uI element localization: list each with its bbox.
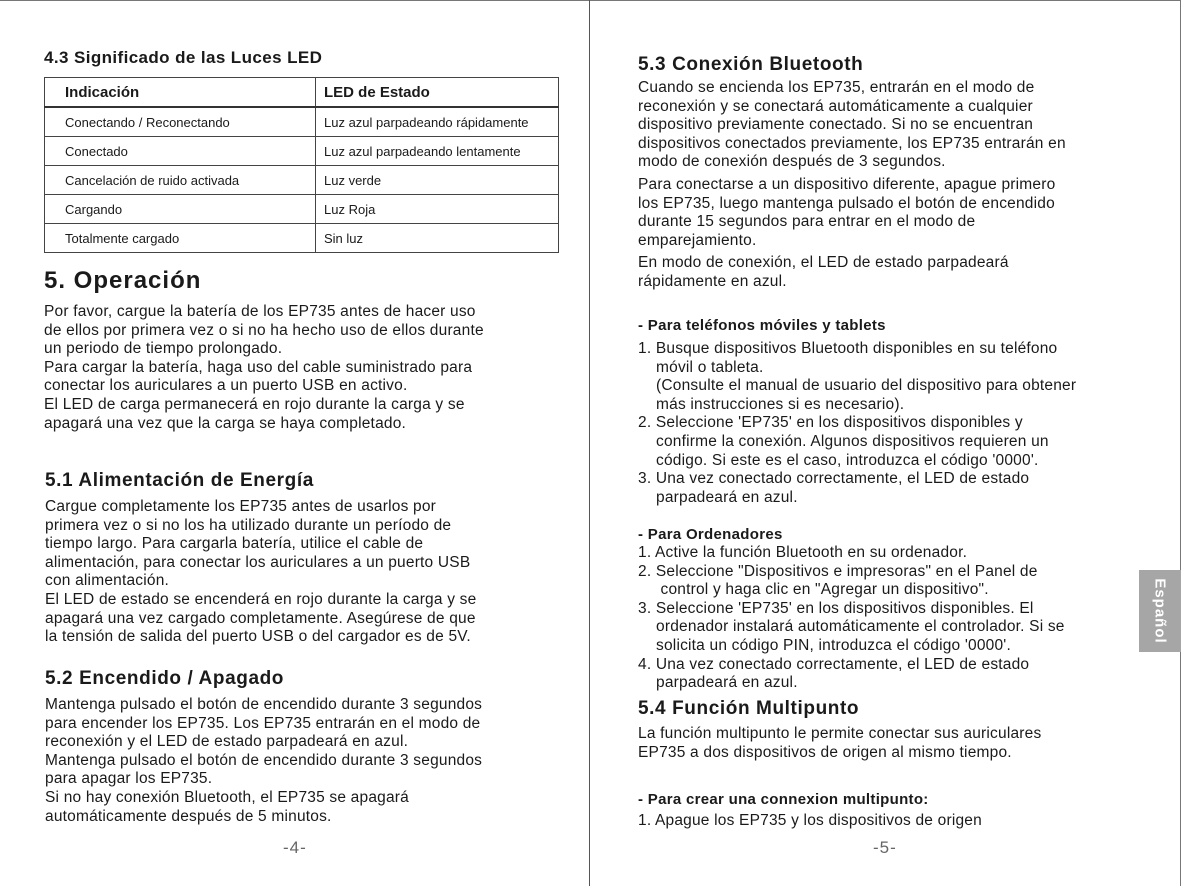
- text-line: código. Si este es el caso, introduzca el código '0000'.: [638, 451, 1039, 469]
- text-line: Si no hay conexión Bluetooth, el EP735 se apagará: [45, 788, 409, 806]
- operation-text: [44, 303, 484, 433]
- text-line: para apagar los EP735.: [45, 770, 213, 788]
- header-led-status: LED de Estado: [316, 78, 559, 108]
- on-off-title: 5.2 Encendido / Apagado: [45, 668, 285, 689]
- text-line: 1. Active la función Bluetooth en su ordenador.: [638, 544, 968, 561]
- led-meaning-title: 4.3 Significado de las Luces LED: [44, 48, 323, 67]
- text-line: 4. Una vez conectado correctamente, el LED de estado: [638, 655, 1030, 673]
- power-supply-title: 5.1 Alimentación de Energía: [45, 470, 314, 491]
- text-line: tiempo largo. Para cargarla batería, utilice el cable de: [45, 535, 424, 553]
- text-line: 3. Una vez conectado correctamente, el LED de estado: [638, 470, 1030, 488]
- text-line: apagará una vez cargado completamente. Asegúrese de que: [45, 609, 476, 627]
- indication-cell: Totalmente cargado: [45, 224, 316, 253]
- led-table-header: [45, 78, 559, 108]
- multipoint-text: [638, 725, 1041, 762]
- text-line: primera vez o si no los ha utilizado durante un período de: [45, 516, 452, 534]
- text-line: EP735 a dos dispositivos de origen al mismo tiempo.: [638, 743, 1012, 761]
- text-line: 2. Seleccione "Dispositivos e impresoras" en el Panel de: [638, 562, 1038, 580]
- page-number: -5-: [873, 838, 897, 857]
- multipoint-subtitle: - Para crear una connexion multipunto:: [638, 791, 929, 808]
- bluetooth-paragraph-2: [638, 176, 1055, 250]
- text-line: Cuando se encienda los EP735, entrarán en el modo de: [638, 79, 1035, 96]
- text-line: solicita un código PIN, introduzca el código '0000'.: [638, 636, 1011, 654]
- table-row: [45, 195, 559, 224]
- text-line: Mantenga pulsado el botón de encendido durante 3 segundos: [45, 696, 483, 713]
- on-off-text: [45, 696, 482, 826]
- text-line: automáticamente después de 5 minutos.: [45, 807, 332, 825]
- text-line: El LED de carga permanecerá en rojo durante la carga y se: [44, 395, 465, 413]
- right-page: [590, 0, 1181, 886]
- text-line: confirme la conexión. Algunos dispositivos requieren un: [638, 432, 1049, 450]
- text-line: Mantenga pulsado el botón de encendido durante 3 segundos: [45, 751, 483, 769]
- text-line: 2. Seleccione 'EP735' en los dispositivos disponibles y: [638, 414, 1023, 432]
- text-line: Cargue completamente los EP735 antes de usarlos por: [45, 498, 437, 515]
- bluetooth-title: 5.3 Conexión Bluetooth: [638, 54, 864, 75]
- text-line: (Consulte el manual de usuario del dispositivo para obtener: [638, 377, 1077, 395]
- status-cell: Luz azul parpadeando rápidamente: [316, 107, 559, 137]
- text-line: los EP735, luego mantenga pulsado el botón de encendido: [638, 194, 1055, 212]
- table-row: [45, 107, 559, 137]
- table-row: [45, 137, 559, 166]
- text-line: la tensión de salida del puerto USB o del cargador es de 5V.: [45, 628, 471, 646]
- text-line: parpadeará en azul.: [638, 674, 798, 692]
- text-line: para encender los EP735. Los EP735 entrarán en el modo de: [45, 714, 481, 732]
- text-line: Para conectarse a un dispositivo diferente, apague primero: [638, 176, 1056, 193]
- multipoint-title: 5.4 Función Multipunto: [638, 698, 860, 719]
- text-line: apagará una vez que la carga se haya completado.: [44, 414, 407, 432]
- text-line: emparejamiento.: [638, 231, 757, 249]
- text-line: durante 15 segundos para entrar en el modo de: [638, 213, 976, 231]
- text-line: Por favor, cargue la batería de los EP735 antes de hacer uso: [44, 303, 476, 320]
- indication-cell: Cargando: [45, 195, 316, 224]
- header-indication: Indicación: [45, 78, 316, 108]
- text-line: control y haga clic en "Agregar un dispositivo".: [638, 581, 989, 599]
- text-line: dispositivos conectados previamente, los EP735 entrarán en: [638, 134, 1066, 152]
- computers-steps: [638, 544, 1065, 693]
- text-line: La función multipunto le permite conectar sus auriculares: [638, 725, 1042, 742]
- table-row: [45, 224, 559, 253]
- text-line: 1. Busque dispositivos Bluetooth disponibles en su teléfono: [638, 340, 1058, 357]
- text-line: modo de conexión después de 3 segundos.: [638, 153, 946, 171]
- text-line: alimentación, para conectar los auriculares a un puerto USB: [45, 553, 471, 571]
- status-cell: Luz verde: [316, 166, 559, 195]
- text-line: Para cargar la batería, haga uso del cable suministrado para: [44, 358, 473, 376]
- bluetooth-paragraph-1: [638, 79, 1066, 172]
- bluetooth-paragraph-3: [638, 254, 1009, 291]
- text-line: un periodo de tiempo prolongado.: [44, 340, 283, 358]
- language-tab: [1139, 570, 1181, 652]
- phones-subtitle: - Para teléfonos móviles y tablets: [638, 317, 886, 334]
- text-line: dispositivo previamente conectado. Si no se encuentran: [638, 116, 1034, 134]
- status-cell: Luz azul parpadeando lentamente: [316, 137, 559, 166]
- status-cell: Luz Roja: [316, 195, 559, 224]
- text-line: reconexión y el LED de estado parpadeará en azul.: [45, 733, 409, 751]
- multipoint-step: 1. Apague los EP735 y los dispositivos de origen: [638, 812, 982, 829]
- indication-cell: Conectado: [45, 137, 316, 166]
- text-line: ordenador instalará automáticamente el controlador. Si se: [638, 618, 1065, 636]
- table-row: [45, 166, 559, 195]
- power-supply-text: [45, 498, 476, 647]
- status-cell: Sin luz: [316, 224, 559, 253]
- text-line: conectar los auriculares a un puerto USB en activo.: [44, 377, 408, 395]
- text-line: El LED de estado se encenderá en rojo durante la carga y se: [45, 590, 477, 608]
- text-line: parpadeará en azul.: [638, 488, 798, 506]
- text-line: de ellos por primera vez o si no ha hecho uso de ellos durante: [44, 321, 484, 339]
- computers-subtitle: - Para Ordenadores: [638, 526, 783, 543]
- led-table: [44, 77, 559, 253]
- left-page: [0, 0, 590, 886]
- text-line: rápidamente en azul.: [638, 272, 787, 290]
- phones-steps: [638, 340, 1076, 507]
- page-number: -4-: [283, 838, 307, 857]
- text-line: 3. Seleccione 'EP735' en los dispositivos disponibles. El: [638, 599, 1034, 617]
- indication-cell: Conectando / Reconectando: [45, 107, 316, 137]
- text-line: reconexión y se conectará automáticamente a cualquier: [638, 97, 1033, 115]
- text-line: móvil o tableta.: [638, 358, 764, 376]
- language-tab-label: Español: [1151, 578, 1169, 644]
- text-line: más instrucciones si es necesario).: [638, 395, 905, 413]
- text-line: En modo de conexión, el LED de estado parpadeará: [638, 254, 1009, 271]
- text-line: con alimentación.: [45, 572, 170, 590]
- operation-title: 5. Operación: [44, 267, 202, 294]
- indication-cell: Cancelación de ruido activada: [45, 166, 316, 195]
